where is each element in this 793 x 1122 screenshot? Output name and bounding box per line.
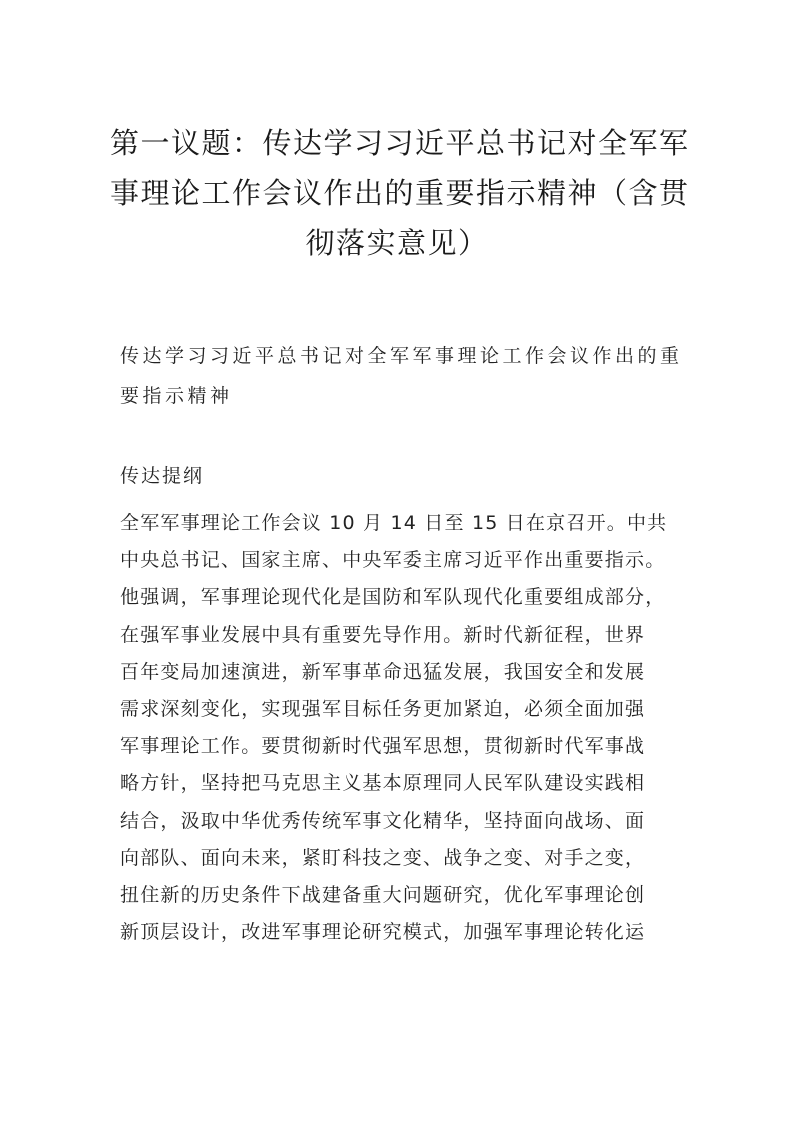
subtitle-line: 传达学习习近平总书记对全军军事理论工作会议作出的重 bbox=[120, 345, 683, 367]
paragraph-line: 向部队、面向未来，紧盯科技之变、战争之变、对手之变， bbox=[120, 846, 646, 869]
paragraph-line: 结合，汲取中华优秀传统军事文化精华，坚持面向战场、面 bbox=[120, 809, 646, 832]
title-line: 第一议题：传达学习习近平总书记对全军军 bbox=[110, 126, 690, 160]
paragraph-line: 中央总书记、国家主席、中央军委主席习近平作出重要指示。 bbox=[120, 549, 666, 572]
paragraph-line: 新顶层设计，改进军事理论研究模式，加强军事理论转化运 bbox=[120, 921, 646, 944]
paragraph-line: 军事理论工作。要贯彻新时代强军思想，贯彻新时代军事战 bbox=[120, 735, 646, 758]
subtitle-line: 要指示精神 bbox=[120, 385, 233, 407]
paragraph-line: 在强军事业发展中具有重要先导作用。新时代新征程，世界 bbox=[120, 623, 646, 646]
document-title bbox=[110, 118, 690, 268]
paragraph-line: 扭住新的历史条件下战建备重大问题研究，优化军事理论创 bbox=[120, 884, 646, 907]
document-subtitle bbox=[120, 336, 683, 416]
body-paragraph bbox=[120, 505, 680, 951]
outline-label: 传达提纲 bbox=[120, 465, 205, 487]
paragraph-line: 百年变局加速演进，新军事革命迅猛发展，我国安全和发展 bbox=[120, 660, 646, 683]
title-line: 事理论工作会议作出的重要指示精神（含贯 bbox=[110, 176, 690, 210]
paragraph-line: 他强调，军事理论现代化是国防和军队现代化重要组成部分， bbox=[120, 586, 666, 609]
paragraph-line: 需求深刻变化，实现强军目标任务更加紧迫，必须全面加强 bbox=[120, 698, 646, 721]
paragraph-line: 全军军事理论工作会议 10 月 14 日至 15 日在京召开。中共 bbox=[120, 512, 668, 534]
title-line: 彻落实意见） bbox=[305, 226, 489, 260]
paragraph-line: 略方针，坚持把马克思主义基本原理同人民军队建设实践相 bbox=[120, 772, 646, 795]
